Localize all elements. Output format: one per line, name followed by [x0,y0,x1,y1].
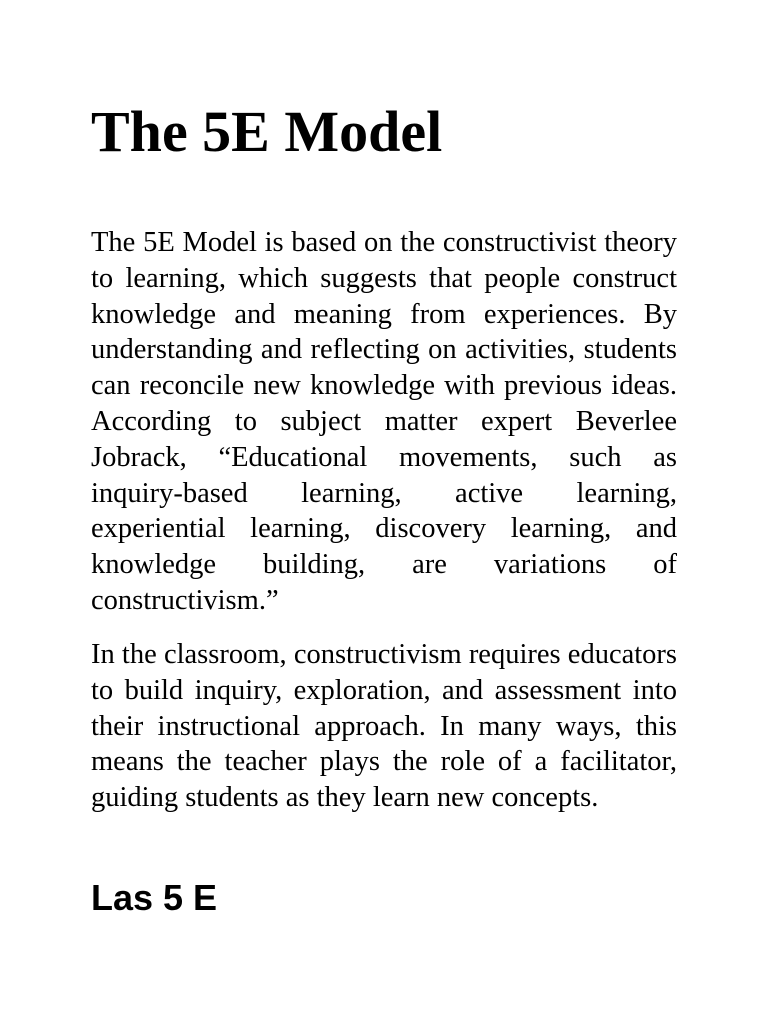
paragraph-classroom-constructivism: In the classroom, constructivism requires educators to build inquiry, exploration, and assessment into their instructional approach. In many ways, this means the teacher plays the role of a facilitator, guiding students as they learn new concepts. [91,639,677,814]
page-title: The 5E Model [91,99,443,164]
paragraph-constructivist-theory: The 5E Model is based on the constructivist theory to learning, which suggests that people construct knowledge and meaning from experiences. By understanding and reflecting on activities, students can reconcile new knowledge with previous ideas. According to subject matter expert Beverlee Jobrack, “Educational movements, such as inquiry-based learning, active learning, experiential learning, discovery learning, and knowledge building, are variations of constructivism.” [91,227,677,616]
section-heading: Las 5 E [91,877,218,918]
